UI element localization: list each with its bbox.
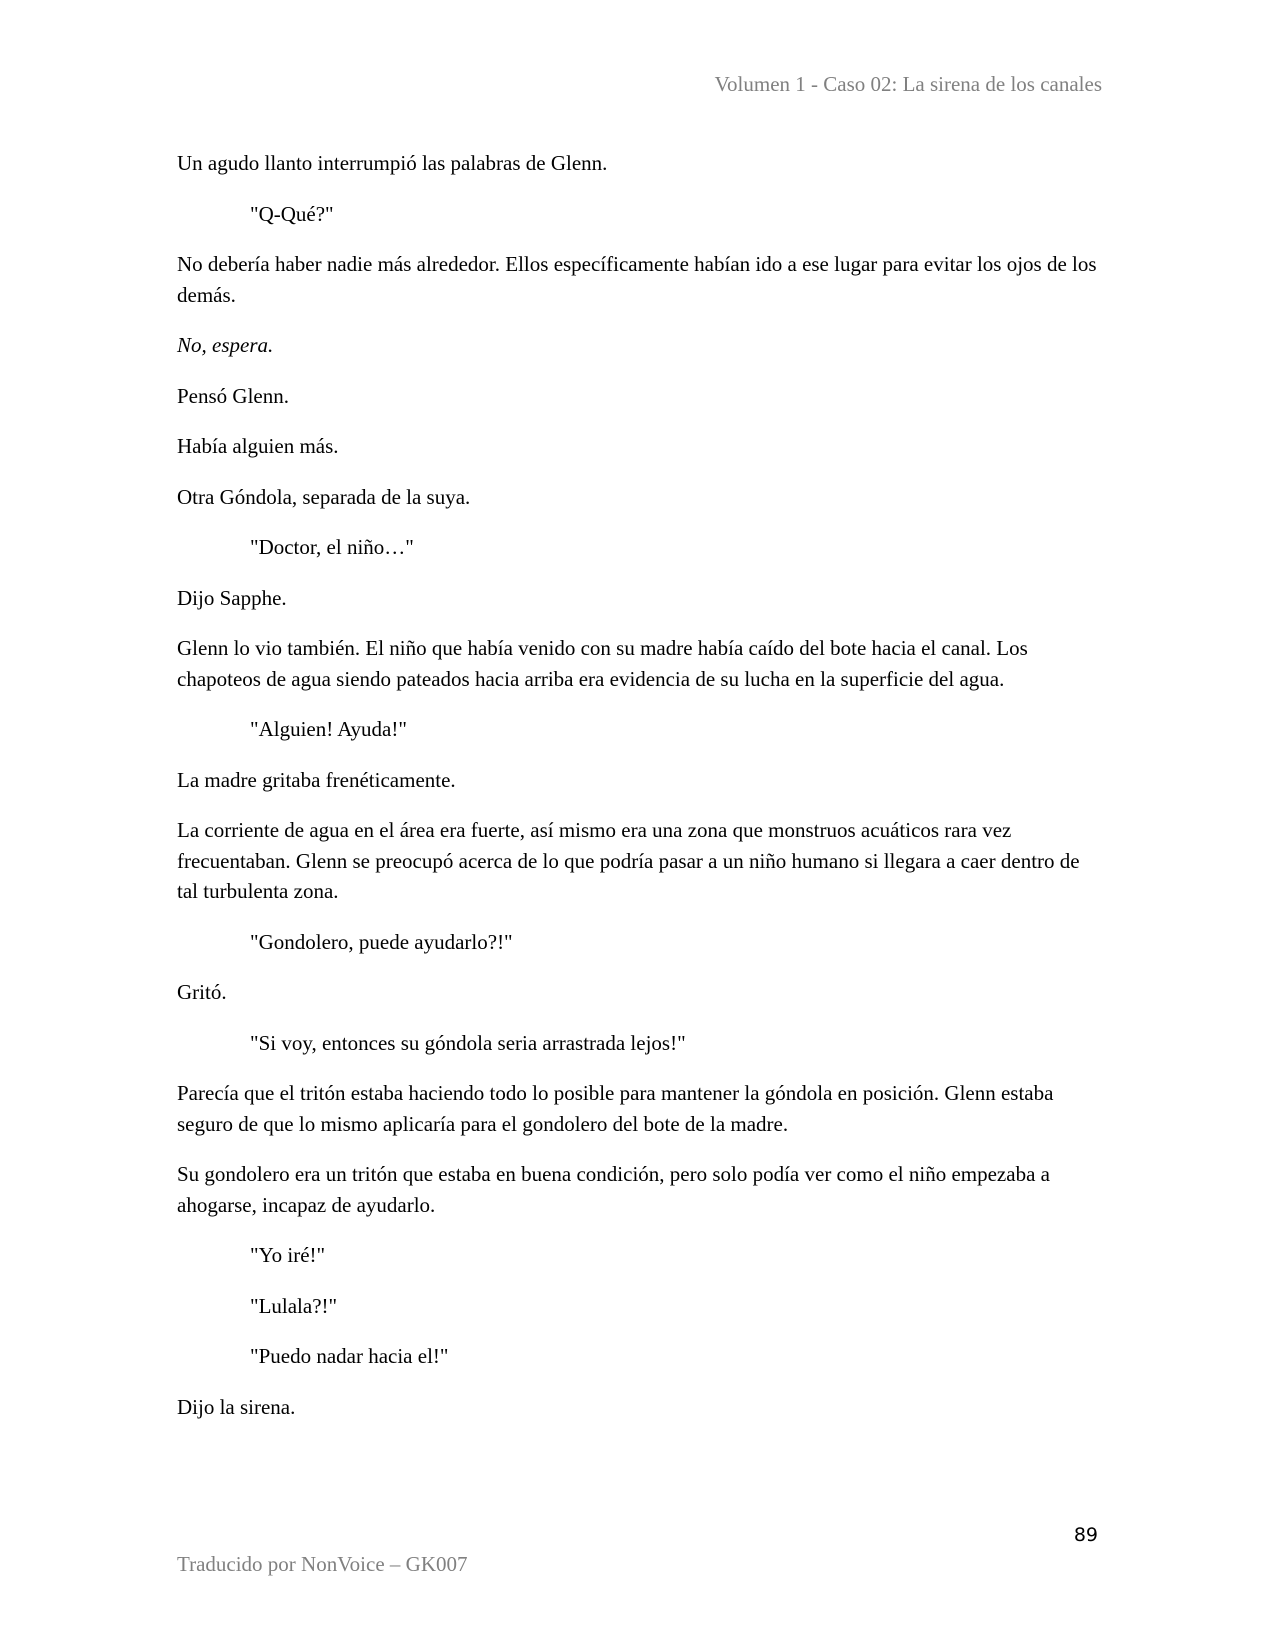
paragraph: No debería haber nadie más alrededor. Ellos específicamente habían ido a ese lugar para evitar los ojos de los demás. — [177, 252, 1097, 307]
paragraph: Dijo Sapphe. — [177, 585, 287, 610]
paragraph: Un agudo llanto interrumpió las palabras de Glenn. — [177, 151, 608, 175]
footer-credit: Traducido por NonVoice – GK007 — [177, 1552, 468, 1576]
running-header: Volumen 1 - Caso 02: La sirena de los canales — [714, 72, 1102, 96]
paragraph: Pensó Glenn. — [177, 383, 289, 408]
dialogue-line: "Gondolero, puede ayudarlo?!" — [250, 929, 513, 954]
dialogue-line: "Q-Qué?" — [250, 201, 334, 226]
paragraph: Parecía que el tritón estaba haciendo todo lo posible para mantener la góndola en posición. Glenn estaba seguro de que lo mismo aplicaría para el gondolero del bote de la madre. — [177, 1081, 1054, 1136]
paragraph: Su gondolero era un tritón que estaba en buena condición, pero solo podía ver como el niño empezaba a ahogarse, incapaz de ayudarlo. — [177, 1162, 1050, 1217]
paragraph: Dijo la sirena. — [177, 1394, 296, 1419]
italic-thought: No, espera. — [177, 333, 274, 357]
paragraph: Había alguien más. — [177, 434, 339, 458]
paragraph: Gritó. — [177, 980, 227, 1004]
dialogue-line: "Si voy, entonces su góndola seria arrastrada lejos!" — [250, 1030, 686, 1055]
paragraph: La madre gritaba frenéticamente. — [177, 767, 456, 792]
paragraph: La corriente de agua en el área era fuerte, así mismo era una zona que monstruos acuáticos rara vez frecuentaban. Glenn se preocupó acerca de lo que podría pasar a un niño humano si llegara a caer dentro de tal turbulenta zona. — [177, 818, 1080, 903]
dialogue-line: "Puedo nadar hacia el!" — [250, 1344, 449, 1368]
dialogue-line: "Doctor, el niño…" — [250, 535, 414, 559]
page-number: 89 — [1073, 1524, 1098, 1546]
body-text — [177, 148, 1097, 1442]
dialogue-line: "Lulala?!" — [250, 1293, 338, 1318]
paragraph: Glenn lo vio también. El niño que había venido con su madre había caído del bote hacia el canal. Los chapoteos de agua siendo pateados hacia arriba era evidencia de su lucha en la superficie del agua. — [177, 636, 1028, 691]
paragraph: Otra Góndola, separada de la suya. — [177, 484, 471, 509]
dialogue-line: "Yo iré!" — [250, 1243, 326, 1267]
dialogue-line: "Alguien! Ayuda!" — [250, 717, 407, 741]
